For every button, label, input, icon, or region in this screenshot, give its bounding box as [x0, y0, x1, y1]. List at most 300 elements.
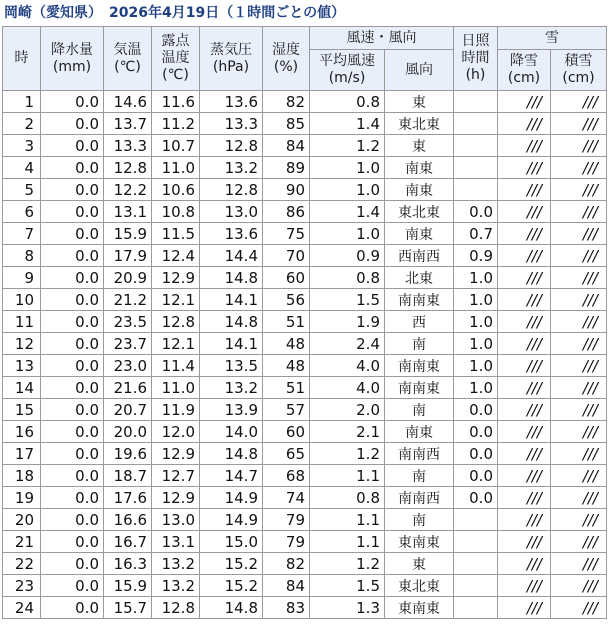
temperature-cell: 23.0	[104, 355, 152, 377]
precipitation-cell: 0.0	[41, 553, 104, 575]
dew-point-cell: 12.1	[152, 289, 200, 311]
sunshine-cell	[454, 157, 498, 179]
wind-direction-cell: 南東	[385, 421, 454, 443]
snowfall-cell: ///	[498, 553, 551, 575]
wind-direction-cell: 北東	[385, 267, 454, 289]
vapor-pressure-cell: 15.0	[200, 531, 263, 553]
vapor-pressure-cell: 14.4	[200, 245, 263, 267]
dew-point-cell: 11.9	[152, 399, 200, 421]
wind-speed-cell: 1.3	[310, 597, 385, 619]
wind-direction-cell: 南東	[385, 223, 454, 245]
dew-point-cell: 10.7	[152, 135, 200, 157]
sunshine-cell: 1.0	[454, 267, 498, 289]
snow-depth-cell: ///	[551, 487, 607, 509]
humidity-cell: 89	[263, 157, 310, 179]
wind-direction-cell: 南	[385, 333, 454, 355]
precipitation-cell: 0.0	[41, 509, 104, 531]
wind-direction-cell: 南南西	[385, 443, 454, 465]
sunshine-cell	[454, 531, 498, 553]
wind-direction-cell: 東北東	[385, 575, 454, 597]
page-title: 岡崎（愛知県） 2026年4月19日（１時間ごとの値）	[4, 5, 346, 21]
hour-cell: 11	[3, 311, 41, 333]
precipitation-cell: 0.0	[41, 575, 104, 597]
hour-cell: 22	[3, 553, 41, 575]
wind-speed-cell: 1.0	[310, 157, 385, 179]
table-row	[3, 443, 607, 465]
table-row	[3, 179, 607, 201]
table-body	[3, 91, 607, 619]
vapor-pressure-cell: 14.8	[200, 267, 263, 289]
snow-depth-cell: ///	[551, 113, 607, 135]
precipitation-cell: 0.0	[41, 223, 104, 245]
wind-direction-cell: 南南東	[385, 355, 454, 377]
dew-point-cell: 11.2	[152, 113, 200, 135]
temperature-cell: 14.6	[104, 91, 152, 113]
snow-depth-cell: ///	[551, 553, 607, 575]
wind-speed-cell: 1.0	[310, 223, 385, 245]
hour-cell: 21	[3, 531, 41, 553]
hourly-weather-table	[2, 26, 607, 619]
dew-point-cell: 12.1	[152, 333, 200, 355]
snowfall-cell: ///	[498, 223, 551, 245]
sunshine-cell: 1.0	[454, 355, 498, 377]
wind-speed-cell: 4.0	[310, 377, 385, 399]
table-row	[3, 465, 607, 487]
header-dew-point: 露点 温度 (℃)	[152, 27, 200, 91]
precipitation-cell: 0.0	[41, 311, 104, 333]
temperature-cell: 20.9	[104, 267, 152, 289]
table-row	[3, 575, 607, 597]
hour-cell: 12	[3, 333, 41, 355]
precipitation-cell: 0.0	[41, 179, 104, 201]
vapor-pressure-cell: 13.3	[200, 113, 263, 135]
wind-speed-cell: 4.0	[310, 355, 385, 377]
dew-point-cell: 13.2	[152, 553, 200, 575]
hour-cell: 19	[3, 487, 41, 509]
sunshine-cell	[454, 113, 498, 135]
humidity-cell: 82	[263, 553, 310, 575]
vapor-pressure-cell: 12.8	[200, 135, 263, 157]
vapor-pressure-cell: 15.2	[200, 575, 263, 597]
wind-direction-cell: 東	[385, 91, 454, 113]
vapor-pressure-cell: 14.9	[200, 509, 263, 531]
humidity-cell: 56	[263, 289, 310, 311]
temperature-cell: 15.7	[104, 597, 152, 619]
vapor-pressure-cell: 14.0	[200, 421, 263, 443]
sunshine-cell: 0.0	[454, 399, 498, 421]
sunshine-cell	[454, 597, 498, 619]
table-row	[3, 553, 607, 575]
snow-depth-cell: ///	[551, 223, 607, 245]
humidity-cell: 48	[263, 333, 310, 355]
wind-direction-cell: 西南西	[385, 245, 454, 267]
humidity-cell: 84	[263, 135, 310, 157]
snowfall-cell: ///	[498, 443, 551, 465]
dew-point-cell: 13.2	[152, 575, 200, 597]
precipitation-cell: 0.0	[41, 443, 104, 465]
wind-direction-cell: 南東	[385, 157, 454, 179]
precipitation-cell: 0.0	[41, 91, 104, 113]
humidity-cell: 86	[263, 201, 310, 223]
hour-cell: 7	[3, 223, 41, 245]
precipitation-cell: 0.0	[41, 113, 104, 135]
snowfall-cell: ///	[498, 377, 551, 399]
header-row-top	[3, 27, 607, 50]
precipitation-cell: 0.0	[41, 597, 104, 619]
precipitation-cell: 0.0	[41, 289, 104, 311]
table-row	[3, 421, 607, 443]
dew-point-cell: 10.8	[152, 201, 200, 223]
snowfall-cell: ///	[498, 91, 551, 113]
vapor-pressure-cell: 13.6	[200, 91, 263, 113]
humidity-cell: 60	[263, 421, 310, 443]
sunshine-cell	[454, 509, 498, 531]
temperature-cell: 19.6	[104, 443, 152, 465]
wind-direction-cell: 東北東	[385, 113, 454, 135]
precipitation-cell: 0.0	[41, 201, 104, 223]
wind-direction-cell: 南南西	[385, 487, 454, 509]
wind-speed-cell: 1.0	[310, 179, 385, 201]
snowfall-cell: ///	[498, 487, 551, 509]
dew-point-cell: 11.4	[152, 355, 200, 377]
header-humidity: 湿度 (%)	[263, 27, 310, 91]
snow-depth-cell: ///	[551, 201, 607, 223]
wind-speed-cell: 1.2	[310, 553, 385, 575]
hour-cell: 8	[3, 245, 41, 267]
snow-depth-cell: ///	[551, 575, 607, 597]
humidity-cell: 51	[263, 377, 310, 399]
wind-speed-cell: 1.2	[310, 443, 385, 465]
vapor-pressure-cell: 14.7	[200, 465, 263, 487]
wind-speed-cell: 2.1	[310, 421, 385, 443]
wind-speed-cell: 1.1	[310, 509, 385, 531]
vapor-pressure-cell: 14.8	[200, 311, 263, 333]
humidity-cell: 83	[263, 597, 310, 619]
wind-speed-cell: 0.8	[310, 487, 385, 509]
wind-speed-cell: 1.4	[310, 113, 385, 135]
vapor-pressure-cell: 14.9	[200, 487, 263, 509]
wind-speed-cell: 2.0	[310, 399, 385, 421]
humidity-cell: 65	[263, 443, 310, 465]
temperature-cell: 23.7	[104, 333, 152, 355]
dew-point-cell: 13.1	[152, 531, 200, 553]
snow-depth-cell: ///	[551, 597, 607, 619]
table-row	[3, 355, 607, 377]
temperature-cell: 20.0	[104, 421, 152, 443]
sunshine-cell: 1.0	[454, 311, 498, 333]
precipitation-cell: 0.0	[41, 135, 104, 157]
table-row	[3, 223, 607, 245]
wind-speed-cell: 1.1	[310, 531, 385, 553]
temperature-cell: 12.8	[104, 157, 152, 179]
vapor-pressure-cell: 14.1	[200, 333, 263, 355]
precipitation-cell: 0.0	[41, 487, 104, 509]
snowfall-cell: ///	[498, 465, 551, 487]
header-vapor-pressure: 蒸気圧 (hPa)	[200, 27, 263, 91]
hour-cell: 20	[3, 509, 41, 531]
vapor-pressure-cell: 14.8	[200, 597, 263, 619]
table-row	[3, 201, 607, 223]
wind-speed-cell: 1.4	[310, 201, 385, 223]
temperature-cell: 15.9	[104, 575, 152, 597]
snowfall-cell: ///	[498, 289, 551, 311]
humidity-cell: 90	[263, 179, 310, 201]
snowfall-cell: ///	[498, 509, 551, 531]
sunshine-cell	[454, 91, 498, 113]
sunshine-cell	[454, 553, 498, 575]
snowfall-cell: ///	[498, 575, 551, 597]
hour-cell: 15	[3, 399, 41, 421]
snowfall-cell: ///	[498, 113, 551, 135]
vapor-pressure-cell: 14.1	[200, 289, 263, 311]
wind-direction-cell: 南	[385, 509, 454, 531]
wind-direction-cell: 南南東	[385, 289, 454, 311]
hour-cell: 4	[3, 157, 41, 179]
dew-point-cell: 12.8	[152, 311, 200, 333]
snowfall-cell: ///	[498, 597, 551, 619]
snow-depth-cell: ///	[551, 465, 607, 487]
header-temperature: 気温 (℃)	[104, 27, 152, 91]
humidity-cell: 84	[263, 575, 310, 597]
sunshine-cell: 1.0	[454, 377, 498, 399]
hour-cell: 23	[3, 575, 41, 597]
humidity-cell: 70	[263, 245, 310, 267]
vapor-pressure-cell: 13.2	[200, 157, 263, 179]
sunshine-cell: 0.0	[454, 465, 498, 487]
sunshine-cell: 0.0	[454, 487, 498, 509]
table-row	[3, 531, 607, 553]
dew-point-cell: 13.0	[152, 509, 200, 531]
wind-direction-cell: 南南東	[385, 377, 454, 399]
hour-cell: 6	[3, 201, 41, 223]
humidity-cell: 48	[263, 355, 310, 377]
vapor-pressure-cell: 13.9	[200, 399, 263, 421]
snow-depth-cell: ///	[551, 157, 607, 179]
snowfall-cell: ///	[498, 157, 551, 179]
temperature-cell: 16.7	[104, 531, 152, 553]
hour-cell: 1	[3, 91, 41, 113]
hour-cell: 18	[3, 465, 41, 487]
dew-point-cell: 11.0	[152, 377, 200, 399]
dew-point-cell: 12.9	[152, 267, 200, 289]
header-precipitation: 降水量 (mm)	[41, 27, 104, 91]
vapor-pressure-cell: 12.8	[200, 179, 263, 201]
snow-depth-cell: ///	[551, 399, 607, 421]
snow-depth-cell: ///	[551, 289, 607, 311]
precipitation-cell: 0.0	[41, 267, 104, 289]
precipitation-cell: 0.0	[41, 245, 104, 267]
hour-cell: 9	[3, 267, 41, 289]
humidity-cell: 51	[263, 311, 310, 333]
table-row	[3, 157, 607, 179]
humidity-cell: 82	[263, 91, 310, 113]
sunshine-cell	[454, 575, 498, 597]
humidity-cell: 60	[263, 267, 310, 289]
precipitation-cell: 0.0	[41, 399, 104, 421]
header-wind-direction: 風向	[385, 50, 454, 91]
snowfall-cell: ///	[498, 355, 551, 377]
hour-cell: 24	[3, 597, 41, 619]
temperature-cell: 13.7	[104, 113, 152, 135]
snow-depth-cell: ///	[551, 509, 607, 531]
dew-point-cell: 12.0	[152, 421, 200, 443]
snowfall-cell: ///	[498, 311, 551, 333]
snowfall-cell: ///	[498, 531, 551, 553]
humidity-cell: 85	[263, 113, 310, 135]
wind-direction-cell: 西	[385, 311, 454, 333]
table-row	[3, 377, 607, 399]
table-row	[3, 289, 607, 311]
snow-depth-cell: ///	[551, 245, 607, 267]
precipitation-cell: 0.0	[41, 377, 104, 399]
precipitation-cell: 0.0	[41, 333, 104, 355]
temperature-cell: 13.3	[104, 135, 152, 157]
wind-speed-cell: 1.5	[310, 289, 385, 311]
temperature-cell: 20.7	[104, 399, 152, 421]
snow-depth-cell: ///	[551, 267, 607, 289]
dew-point-cell: 12.4	[152, 245, 200, 267]
snow-depth-cell: ///	[551, 531, 607, 553]
snowfall-cell: ///	[498, 201, 551, 223]
snow-depth-cell: ///	[551, 443, 607, 465]
temperature-cell: 16.6	[104, 509, 152, 531]
dew-point-cell: 12.8	[152, 597, 200, 619]
sunshine-cell: 1.0	[454, 289, 498, 311]
hour-cell: 14	[3, 377, 41, 399]
dew-point-cell: 12.9	[152, 443, 200, 465]
vapor-pressure-cell: 14.8	[200, 443, 263, 465]
snow-depth-cell: ///	[551, 179, 607, 201]
header-snowfall: 降雪 (cm)	[498, 50, 551, 91]
hour-cell: 17	[3, 443, 41, 465]
precipitation-cell: 0.0	[41, 421, 104, 443]
sunshine-cell: 0.0	[454, 443, 498, 465]
hour-cell: 3	[3, 135, 41, 157]
sunshine-cell: 0.9	[454, 245, 498, 267]
table-row	[3, 487, 607, 509]
wind-speed-cell: 0.8	[310, 267, 385, 289]
wind-speed-cell: 0.8	[310, 91, 385, 113]
precipitation-cell: 0.0	[41, 355, 104, 377]
hour-cell: 13	[3, 355, 41, 377]
snow-depth-cell: ///	[551, 333, 607, 355]
sunshine-cell: 0.7	[454, 223, 498, 245]
wind-speed-cell: 1.2	[310, 135, 385, 157]
table-row	[3, 267, 607, 289]
snow-depth-cell: ///	[551, 355, 607, 377]
sunshine-cell: 0.0	[454, 201, 498, 223]
dew-point-cell: 11.6	[152, 91, 200, 113]
snow-depth-cell: ///	[551, 135, 607, 157]
humidity-cell: 75	[263, 223, 310, 245]
temperature-cell: 18.7	[104, 465, 152, 487]
snow-depth-cell: ///	[551, 377, 607, 399]
snowfall-cell: ///	[498, 245, 551, 267]
hour-cell: 2	[3, 113, 41, 135]
precipitation-cell: 0.0	[41, 157, 104, 179]
snow-depth-cell: ///	[551, 91, 607, 113]
wind-direction-cell: 東	[385, 553, 454, 575]
sunshine-cell	[454, 179, 498, 201]
table-row	[3, 113, 607, 135]
vapor-pressure-cell: 13.2	[200, 377, 263, 399]
humidity-cell: 74	[263, 487, 310, 509]
wind-speed-cell: 2.4	[310, 333, 385, 355]
sunshine-cell	[454, 135, 498, 157]
table-row	[3, 311, 607, 333]
wind-direction-cell: 東	[385, 135, 454, 157]
table-row	[3, 509, 607, 531]
temperature-cell: 21.2	[104, 289, 152, 311]
snowfall-cell: ///	[498, 267, 551, 289]
wind-speed-cell: 0.9	[310, 245, 385, 267]
temperature-cell: 23.5	[104, 311, 152, 333]
header-hour: 時	[3, 27, 41, 91]
header-snow-depth: 積雪 (cm)	[551, 50, 607, 91]
snowfall-cell: ///	[498, 179, 551, 201]
hour-cell: 5	[3, 179, 41, 201]
humidity-cell: 79	[263, 509, 310, 531]
wind-direction-cell: 東北東	[385, 201, 454, 223]
snow-depth-cell: ///	[551, 421, 607, 443]
dew-point-cell: 12.7	[152, 465, 200, 487]
wind-direction-cell: 東南東	[385, 531, 454, 553]
hour-cell: 16	[3, 421, 41, 443]
vapor-pressure-cell: 13.6	[200, 223, 263, 245]
wind-direction-cell: 南東	[385, 179, 454, 201]
header-wind-speed: 平均風速 (m/s)	[310, 50, 385, 91]
vapor-pressure-cell: 13.5	[200, 355, 263, 377]
vapor-pressure-cell: 15.2	[200, 553, 263, 575]
wind-direction-cell: 南	[385, 399, 454, 421]
wind-speed-cell: 1.1	[310, 465, 385, 487]
dew-point-cell: 10.6	[152, 179, 200, 201]
dew-point-cell: 12.9	[152, 487, 200, 509]
table-row	[3, 597, 607, 619]
dew-point-cell: 11.0	[152, 157, 200, 179]
wind-direction-cell: 南	[385, 465, 454, 487]
temperature-cell: 13.1	[104, 201, 152, 223]
table-row	[3, 399, 607, 421]
temperature-cell: 17.6	[104, 487, 152, 509]
temperature-cell: 17.9	[104, 245, 152, 267]
wind-direction-cell: 東南東	[385, 597, 454, 619]
header-wind-group: 風速・風向	[310, 27, 454, 50]
temperature-cell: 12.2	[104, 179, 152, 201]
humidity-cell: 79	[263, 531, 310, 553]
table-row	[3, 333, 607, 355]
table-row	[3, 135, 607, 157]
dew-point-cell: 11.5	[152, 223, 200, 245]
wind-speed-cell: 1.5	[310, 575, 385, 597]
hour-cell: 10	[3, 289, 41, 311]
snow-depth-cell: ///	[551, 311, 607, 333]
header-sunshine: 日照 時間 (h)	[454, 27, 498, 91]
table-row	[3, 91, 607, 113]
table-row	[3, 245, 607, 267]
humidity-cell: 57	[263, 399, 310, 421]
header-snow-group: 雪	[498, 27, 607, 50]
snowfall-cell: ///	[498, 421, 551, 443]
sunshine-cell: 1.0	[454, 333, 498, 355]
sunshine-cell: 0.0	[454, 421, 498, 443]
snowfall-cell: ///	[498, 399, 551, 421]
humidity-cell: 68	[263, 465, 310, 487]
wind-speed-cell: 1.9	[310, 311, 385, 333]
temperature-cell: 21.6	[104, 377, 152, 399]
snowfall-cell: ///	[498, 135, 551, 157]
precipitation-cell: 0.0	[41, 465, 104, 487]
